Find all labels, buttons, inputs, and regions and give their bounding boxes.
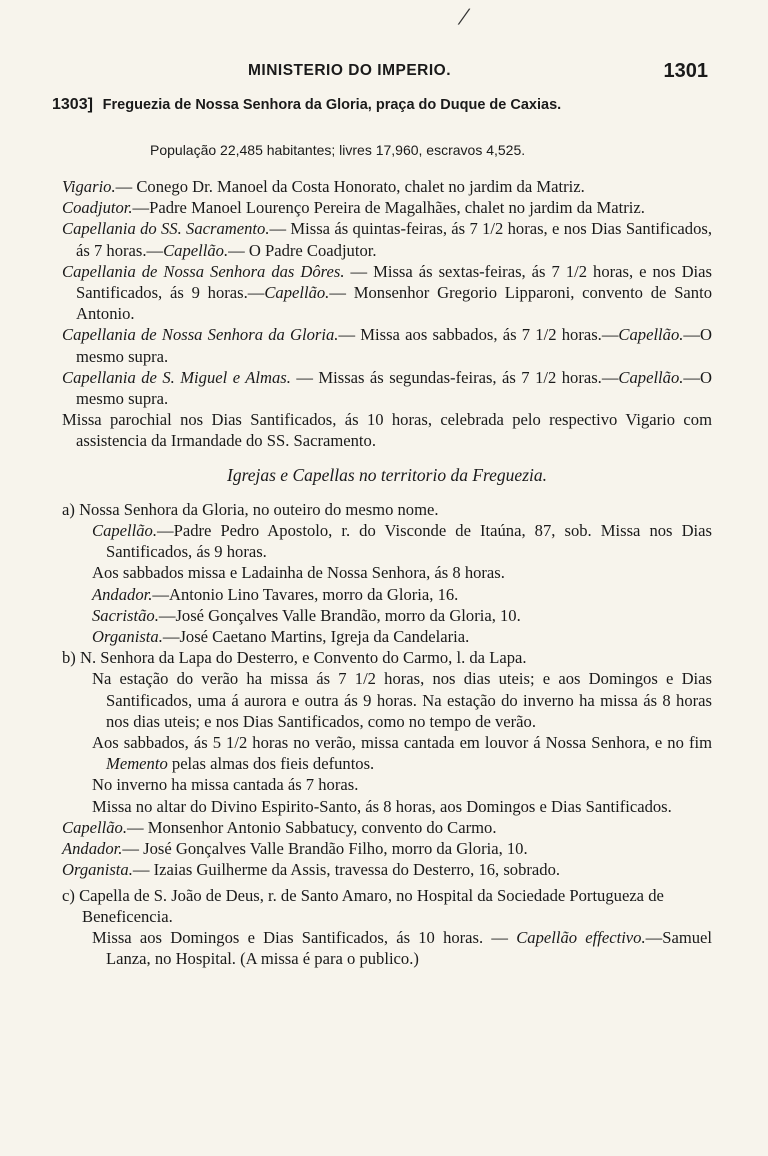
item-b-title <box>62 647 712 668</box>
capellao-text: —Samuel Lanza, no Hospital. (A missa é para o publico.) <box>106 927 712 969</box>
andador-label: Andador. <box>92 584 153 604</box>
content <box>62 176 712 969</box>
capellao-text: — Monsenhor Gregorio Lipparoni, convento de Santo Antonio. <box>76 283 712 324</box>
sacristao-label: Sacristão. <box>92 605 159 625</box>
item-marker: c) <box>62 885 75 905</box>
capellania-dores-entry <box>62 261 712 325</box>
item-c-title <box>62 885 712 927</box>
capellao-label: Capellão. <box>62 817 127 837</box>
sabbados-text-end: pelas almas dos fieis defuntos. <box>167 754 375 774</box>
organista-text: — Izaias Guilherme da Assis, travessa do Desterro, 16, sobrado. <box>132 860 561 880</box>
capellania-text: — Missa ás sextas-feiras, ás 7 1/2 horas, e nos Dias Santificados, ás 9 horas.— <box>76 261 712 303</box>
item-marker: b) <box>62 648 76 668</box>
organista-label: Organista. <box>62 860 133 880</box>
pencil-mark: / <box>458 1 470 32</box>
item-a-capellao <box>62 520 712 562</box>
item-a-organista <box>62 626 712 647</box>
parish-name: Freguezia de Nossa Senhora da Gloria, praça do Duque de Caxias. <box>102 97 562 113</box>
item-b-inverno: No inverno ha missa cantada ás 7 horas. <box>92 775 359 795</box>
item-a-title <box>62 499 712 520</box>
capellao-text: —O mesmo supra. <box>76 325 712 366</box>
capellao-text: — O Padre Coadjutor. <box>228 240 377 260</box>
coadjutor-label: Coadjutor. <box>62 198 133 218</box>
item-b-altar: Missa no altar do Divino Espirito-Santo, ás 8 horas, aos Domingos e Dias Santificados. <box>92 796 672 816</box>
capellao-label: Capellão. <box>618 367 684 387</box>
andador-label: Andador. <box>62 839 123 859</box>
capellania-label: Capellania do SS. Sacramento. <box>62 219 270 239</box>
section-title: Igrejas e Capellas no territorio da Freguezia. <box>227 464 547 485</box>
capellao-label: Capellão. <box>163 240 229 260</box>
item-title-text: Capella de S. João de Deus, r. de Santo Amaro, no Hospital da Sociedade Portugueza de Beneficencia. <box>79 885 664 926</box>
organista-text: —José Caetano Martins, Igreja da Candelaria. <box>162 627 470 647</box>
capellania-sacramento-entry <box>62 218 712 260</box>
vigario-text: — Conego Dr. Manoel da Costa Honorato, chalet no jardim da Matriz. <box>115 177 585 196</box>
organista-label: Organista. <box>92 627 163 647</box>
capellao-label: Capellão. <box>618 325 684 345</box>
sacristao-text: —José Gonçalves Valle Brandão, morro da Gloria, 10. <box>158 605 521 625</box>
running-header <box>62 60 712 84</box>
population-line: População 22,485 habitantes; livres 17,960, escravos 4,525. <box>150 142 526 158</box>
capellao-label: Capellão. <box>264 283 330 303</box>
item-c-missa <box>62 927 712 969</box>
vigario-entry <box>62 176 712 197</box>
capellao-label: Capellão effectivo. <box>516 927 646 947</box>
capellao-text: —Padre Pedro Apostolo, r. do Visconde de Itaúna, 87, sob. Missa nos Dias Santificados, ás 9 horas. <box>106 521 712 562</box>
capellao-label: Capellão. <box>92 521 157 541</box>
item-b-sabbados <box>62 732 712 774</box>
sabbados-text: Aos sabbados, ás 5 1/2 horas no verão, missa cantada em louvor á Nossa Senhora, e no fim <box>92 733 712 753</box>
memento-word: Memento <box>106 754 168 774</box>
andador-text: —Antonio Lino Tavares, morro da Gloria, 16. <box>152 584 459 604</box>
item-a-andador <box>62 584 712 605</box>
capellao-text: — Monsenhor Antonio Sabbatucy, convento do Carmo. <box>127 817 497 837</box>
parish-number: 1303] <box>52 96 93 113</box>
item-b-verao: Na estação do verão ha missa ás 7 1/2 horas, nos dias uteis; e aos Domingos e Dias Santificados, uma á aurora e outra ás 9 horas. Na estação do inverno ha missa ás 8 horas nos dias uteis; e nos Dias Santificados, como no tempo de verão. <box>92 669 712 731</box>
capellania-label: Capellania de Nossa Senhora da Gloria. <box>62 325 339 345</box>
missa-parochial: Missa parochial nos Dias Santificados, ás 10 horas, celebrada pelo respectivo Vigario com assistencia da Irmandade do SS. Sacramento. <box>62 410 712 451</box>
capellania-label: Capellania de Nossa Senhora das Dôres. <box>62 261 345 281</box>
item-title-text: Nossa Senhora da Gloria, no outeiro do mesmo nome. <box>79 499 439 519</box>
missa-text: Missa aos Domingos e Dias Santificados, ás 10 horas. — <box>92 927 517 947</box>
andador-text: — José Gonçalves Valle Brandão Filho, morro da Gloria, 10. <box>122 839 528 859</box>
item-marker: a) <box>62 499 75 519</box>
item-b-andador <box>62 838 712 859</box>
capellania-text: — Missa ás quintas-feiras, ás 7 1/2 horas, e nos Dias Santificados, ás 7 horas.— <box>76 219 713 260</box>
capellania-miguel-entry <box>62 367 712 409</box>
capellania-gloria-entry <box>62 324 712 366</box>
vigario-label: Vigario. <box>62 177 116 196</box>
capellania-text: — Missas ás segundas-feiras, ás 7 1/2 horas.— <box>290 367 619 387</box>
capellania-text: — Missa aos sabbados, ás 7 1/2 horas.— <box>338 325 619 345</box>
coadjutor-text: —Padre Manoel Lourenço Pereira de Magalhães, chalet no jardim da Matriz. <box>132 198 645 218</box>
item-b-capellao <box>62 817 712 838</box>
coadjutor-entry <box>62 197 712 218</box>
item-a-sacristao <box>62 605 712 626</box>
parish-heading <box>52 96 712 114</box>
header-title: MINISTERIO DO IMPERIO. <box>248 62 452 79</box>
capellao-text: —O mesmo supra. <box>76 367 712 409</box>
item-b-organista <box>62 859 712 880</box>
capellania-label: Capellania de S. Miguel e Almas. <box>62 367 291 387</box>
page-number: 1301 <box>663 60 708 82</box>
item-a-sabbados: Aos sabbados missa e Ladainha de Nossa Senhora, ás 8 horas. <box>92 563 505 583</box>
item-title-text: N. Senhora da Lapa do Desterro, e Convento do Carmo, l. da Lapa. <box>79 648 527 668</box>
